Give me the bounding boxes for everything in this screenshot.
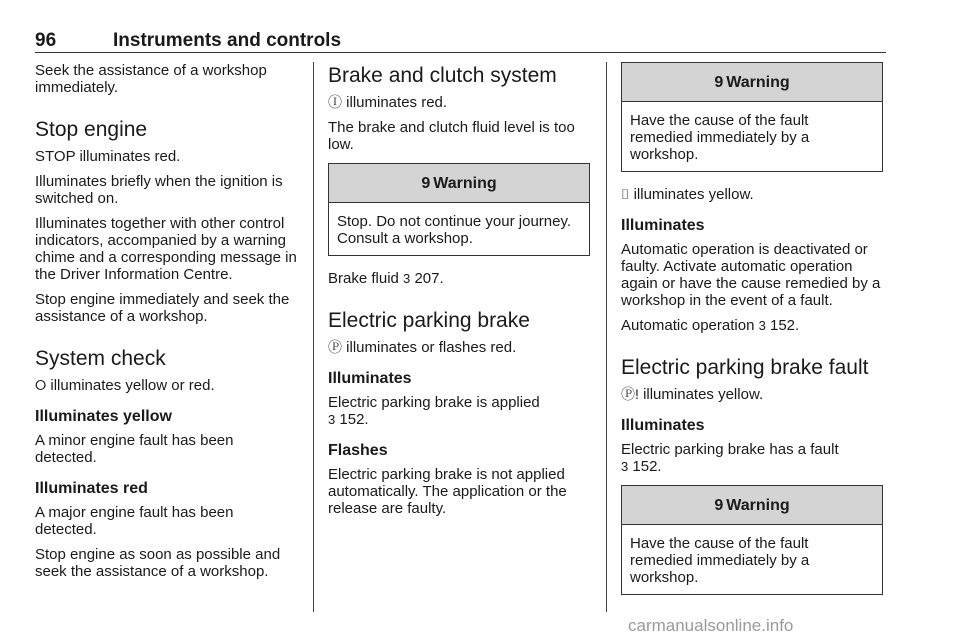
column-divider (313, 62, 314, 612)
column-divider (606, 62, 607, 612)
ref-arrow-icon: 3 (328, 412, 336, 427)
body-text: A minor engine fault has been detected. (35, 432, 234, 466)
warning-icon: 9 (714, 496, 724, 514)
epb-heading: Electric parking brake (328, 309, 530, 332)
ref-arrow-icon: 3 (758, 318, 766, 333)
warning-header (622, 63, 882, 102)
warning-title: Warning (726, 496, 790, 514)
watermark: carmanualsonline.info (628, 616, 794, 635)
stop-engine-heading: Stop engine (35, 118, 148, 141)
system-check-line: ⭘ illuminates yellow or red. (35, 377, 215, 394)
epb-line: Ⓟ illuminates or flashes red. (328, 339, 517, 356)
intro-text: Seek the assistance of a workshop immediately. (35, 62, 267, 96)
warning-text: Stop. Do not continue your journey. Consult a workshop. (337, 213, 572, 247)
warning-icon: 9 (714, 73, 724, 91)
warning-header (622, 486, 882, 525)
column-1 (35, 62, 297, 588)
brake-clutch-icon: Ⓘ (328, 94, 342, 110)
reference-line: Automatic operation 3 152. (621, 317, 800, 334)
automatic-operation-icon: ⌷ (621, 186, 630, 202)
warning-text: Have the cause of the fault remedied immediately by a workshop. (630, 112, 810, 163)
warning-text: Have the cause of the fault remedied immediately by a workshop. (630, 535, 810, 586)
brake-clutch-line: Ⓘ illuminates red. (328, 94, 448, 111)
body-text: A major engine fault has been detected. (35, 504, 234, 538)
body-text: Electric parking brake has a fault 3 152. (621, 441, 839, 475)
subheading: Illuminates red (35, 480, 148, 497)
subheading: Illuminates (621, 217, 705, 234)
chapter-title: Instruments and controls (113, 30, 342, 51)
subheading: Illuminates (328, 370, 412, 387)
epb-fault-line: Ⓟ! illuminates yellow. (621, 386, 764, 403)
system-check-heading: System check (35, 347, 166, 370)
stop-engine-text: Illuminates briefly when the ignition is switched on. (35, 173, 283, 207)
stop-engine-text: Stop engine immediately and seek the assistance of a workshop. (35, 291, 290, 325)
body-text: Automatic operation is deactivated or faulty. Activate automatic operation again or have the cause remedied by a workshop in the event of a fault. (621, 241, 881, 309)
warning-icon: 9 (421, 174, 431, 192)
parking-brake-icon: Ⓟ (328, 339, 342, 355)
warning-box (621, 62, 883, 172)
subheading: Illuminates (621, 417, 705, 434)
reference-line: Brake fluid 3 207. (328, 270, 444, 287)
warning-title: Warning (433, 174, 497, 192)
ref-arrow-icon: 3 (403, 271, 411, 286)
column-3 (621, 62, 883, 609)
engine-check-icon: ⭘ (35, 377, 47, 393)
warning-title: Warning (726, 73, 790, 91)
subheading: Illuminates yellow (35, 408, 172, 425)
column-2 (328, 62, 590, 525)
stop-engine-text: Illuminates together with other control indicators, accompanied by a warning chime and a corresponding message in the Driver Information Centre. (35, 215, 297, 283)
body-text: The brake and clutch fluid level is too low. (328, 119, 575, 153)
body-text: Electric parking brake is not applied automatically. The application or the release are faulty. (328, 466, 567, 517)
stop-engine-text: STOP illuminates red. (35, 148, 181, 165)
warning-header (329, 164, 589, 203)
subheading: Flashes (328, 442, 388, 459)
brake-clutch-heading: Brake and clutch system (328, 64, 557, 87)
page-header (35, 30, 886, 53)
body-text: Stop engine as soon as possible and seek the assistance of a workshop. (35, 546, 281, 580)
body-text: Electric parking brake is applied 3 152. (328, 394, 540, 428)
parking-brake-fault-icon: Ⓟ! (621, 386, 639, 402)
epb-fault-heading: Electric parking brake fault (621, 356, 869, 379)
page-number: 96 (35, 30, 57, 51)
auto-line: ⌷ illuminates yellow. (621, 186, 754, 203)
warning-box (328, 163, 590, 256)
warning-box (621, 485, 883, 595)
ref-arrow-icon: 3 (621, 459, 629, 474)
